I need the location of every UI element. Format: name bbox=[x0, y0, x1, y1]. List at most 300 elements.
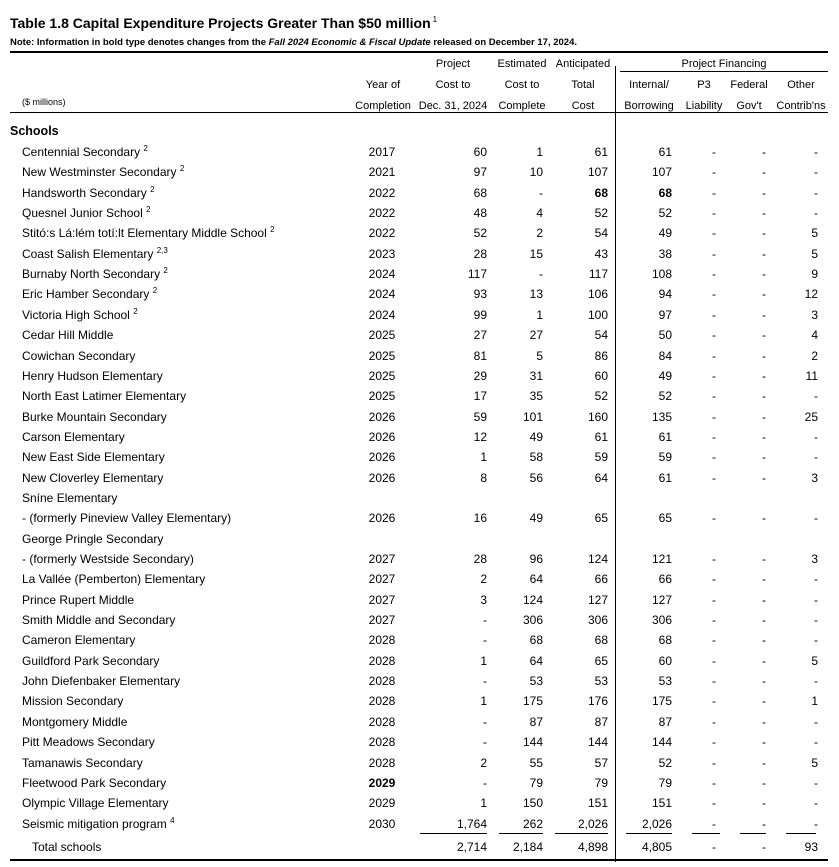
cell-p3: - bbox=[712, 653, 716, 668]
cell-p3: - bbox=[712, 348, 716, 363]
footnote-ref: 2 bbox=[146, 205, 151, 215]
cell-cost: 1 bbox=[480, 450, 487, 465]
project-name: Cedar Hill Middle bbox=[22, 328, 114, 343]
cell-est: 5 bbox=[536, 348, 543, 363]
cell-total: 106 bbox=[587, 287, 608, 302]
cell-total: 43 bbox=[594, 246, 608, 261]
cell-year: 2027 bbox=[368, 613, 396, 628]
cell-year: 2024 bbox=[368, 307, 396, 322]
cell-p3: - bbox=[712, 796, 716, 811]
cell-cost: - bbox=[483, 613, 487, 628]
cell-other: 9 bbox=[811, 267, 818, 282]
table-note: Note: Information in bold type denotes changes from the Fall 2024 Economic & Fiscal Update released on December 17, 2024. bbox=[10, 37, 577, 48]
row-label bbox=[22, 469, 352, 487]
cell-cost: 99 bbox=[473, 307, 487, 322]
cell-cost: 12 bbox=[473, 429, 487, 444]
table-row bbox=[0, 265, 839, 283]
cell-total: 2,026 bbox=[577, 816, 608, 831]
row-label bbox=[22, 326, 352, 344]
cell-est: 1 bbox=[536, 307, 543, 322]
cell-cost: 1 bbox=[480, 653, 487, 668]
cell-internal: 68 bbox=[658, 633, 672, 648]
cell-federal: - bbox=[762, 409, 766, 424]
cell-cost: 3 bbox=[480, 592, 487, 607]
cell-federal: - bbox=[762, 429, 766, 444]
cell-year: 2028 bbox=[368, 714, 396, 729]
cell-other: - bbox=[814, 206, 818, 221]
row-label bbox=[22, 509, 352, 527]
subtotal-rule bbox=[555, 833, 608, 834]
cell-cost: 1,764 bbox=[456, 816, 487, 831]
cell-cost: 68 bbox=[473, 185, 487, 200]
cell-other: - bbox=[814, 429, 818, 444]
row-label bbox=[22, 285, 352, 303]
cell-cost: 60 bbox=[473, 145, 487, 159]
cell-year: 2030 bbox=[368, 816, 396, 831]
cell-internal: 61 bbox=[658, 429, 672, 444]
cell-federal: - bbox=[762, 633, 766, 648]
table-row bbox=[0, 387, 839, 405]
cell-cost: 1 bbox=[480, 796, 487, 811]
cell-cost: - bbox=[483, 775, 487, 790]
row-label bbox=[22, 184, 352, 202]
cell-p3: - bbox=[712, 328, 716, 343]
row-label bbox=[32, 838, 352, 856]
total-total: 4,898 bbox=[577, 839, 608, 854]
table-row bbox=[0, 815, 839, 833]
cell-cost: 16 bbox=[473, 511, 487, 526]
cell-internal: 87 bbox=[658, 714, 672, 729]
cell-other: 5 bbox=[811, 653, 818, 668]
table-row bbox=[0, 204, 839, 222]
row-label bbox=[22, 672, 352, 690]
cell-est: 31 bbox=[529, 368, 543, 383]
cell-other: 2 bbox=[811, 348, 818, 363]
cell-year: 2017 bbox=[368, 145, 396, 159]
header-bottom-rule bbox=[10, 112, 828, 113]
cell-total: 59 bbox=[594, 450, 608, 465]
cell-other: 12 bbox=[804, 287, 818, 302]
cell-est: 2 bbox=[536, 226, 543, 241]
table-row bbox=[0, 652, 839, 670]
cell-federal: - bbox=[762, 246, 766, 261]
cell-internal: 175 bbox=[651, 694, 672, 709]
cell-federal: - bbox=[762, 165, 766, 180]
cell-est: 27 bbox=[529, 328, 543, 343]
cell-est: 49 bbox=[529, 511, 543, 526]
project-name: Pitt Meadows Secondary bbox=[22, 735, 155, 750]
cell-year: 2025 bbox=[368, 389, 396, 404]
cell-total: 144 bbox=[587, 735, 608, 750]
cell-est: 306 bbox=[522, 613, 543, 628]
project-name: Burke Mountain Secondary bbox=[22, 409, 167, 424]
cell-federal: - bbox=[762, 714, 766, 729]
cell-p3: - bbox=[712, 552, 716, 566]
cell-total: 87 bbox=[594, 714, 608, 729]
cell-federal: - bbox=[762, 674, 766, 689]
cell-est: - bbox=[539, 185, 543, 200]
cell-other: - bbox=[814, 165, 818, 180]
row-label bbox=[22, 815, 352, 833]
cell-cost: - bbox=[483, 633, 487, 648]
cell-cost: - bbox=[483, 674, 487, 689]
cell-internal: 94 bbox=[658, 287, 672, 302]
cell-federal: - bbox=[762, 613, 766, 628]
row-label bbox=[22, 367, 352, 385]
row-label bbox=[22, 224, 352, 242]
cell-cost: 81 bbox=[473, 348, 487, 363]
table-title: Table 1.8 Capital Expenditure Projects Greater Than $50 million $^1$ bbox=[10, 15, 438, 31]
cell-est: 144 bbox=[522, 735, 543, 750]
cell-other: - bbox=[814, 450, 818, 465]
cell-p3: - bbox=[712, 389, 716, 404]
cell-year: 2021 bbox=[368, 165, 396, 180]
table-row bbox=[0, 591, 839, 609]
cell-est: 10 bbox=[529, 165, 543, 180]
project-name: Smith Middle and Secondary bbox=[22, 613, 176, 628]
row-label bbox=[22, 611, 352, 629]
cell-total: 100 bbox=[587, 307, 608, 322]
cell-other: - bbox=[814, 389, 818, 404]
project-name: Mission Secondary bbox=[22, 694, 124, 709]
financing-rule bbox=[620, 71, 828, 72]
project-name: John Diefenbaker Elementary bbox=[22, 674, 181, 689]
cell-other: 5 bbox=[811, 246, 818, 261]
row-label-line: George Pringle Secondary bbox=[22, 531, 164, 546]
footnote-ref: 1 bbox=[432, 15, 438, 25]
cell-year: 2022 bbox=[368, 185, 396, 200]
cell-total: 86 bbox=[594, 348, 608, 363]
cell-total: 79 bbox=[594, 775, 608, 790]
cell-est: 53 bbox=[529, 674, 543, 689]
subtotal-rule bbox=[420, 833, 487, 834]
table-row bbox=[0, 754, 839, 772]
total-cost: 2,714 bbox=[456, 839, 487, 854]
cell-other: 4 bbox=[811, 328, 818, 343]
cell-p3: - bbox=[712, 511, 716, 526]
row-label bbox=[22, 306, 352, 324]
units-label: ($ millions) bbox=[22, 97, 66, 107]
cell-total: 57 bbox=[594, 755, 608, 770]
row-label bbox=[22, 204, 352, 222]
table-row bbox=[0, 163, 839, 181]
cell-internal: 49 bbox=[658, 226, 672, 241]
cell-cost: 59 bbox=[473, 409, 487, 424]
cell-total: 61 bbox=[594, 145, 608, 159]
cell-total: 60 bbox=[594, 368, 608, 383]
cell-total: 151 bbox=[587, 796, 608, 811]
cell-cost: 117 bbox=[467, 267, 487, 282]
cell-est: 79 bbox=[529, 775, 543, 790]
cell-federal: - bbox=[762, 348, 766, 363]
cell-cost: 2 bbox=[480, 755, 487, 770]
header-internal-borrowing: Internal/ Borrowing bbox=[624, 79, 674, 112]
total-row bbox=[0, 838, 839, 856]
cell-est: 49 bbox=[529, 429, 543, 444]
cell-total: 61 bbox=[594, 429, 608, 444]
section-heading-schools: Schools bbox=[10, 124, 59, 138]
table-row bbox=[0, 428, 839, 446]
cell-total: 53 bbox=[594, 674, 608, 689]
cell-p3: - bbox=[712, 267, 716, 282]
cell-p3: - bbox=[712, 816, 716, 831]
cell-cost: - bbox=[483, 735, 487, 750]
cell-cost: 93 bbox=[473, 287, 487, 302]
cell-federal: - bbox=[762, 389, 766, 404]
table-row bbox=[0, 713, 839, 731]
project-name: New East Side Elementary bbox=[22, 450, 165, 465]
row-label bbox=[22, 428, 352, 446]
project-name: La Vallée (Pemberton) Elementary bbox=[22, 572, 206, 587]
header-anticipated-total: Anticipated Total Cost bbox=[555, 58, 611, 112]
table-row bbox=[0, 570, 839, 588]
cell-year: 2024 bbox=[368, 267, 396, 282]
project-name: Prince Rupert Middle bbox=[22, 592, 135, 607]
project-name: Henry Hudson Elementary bbox=[22, 368, 163, 383]
cell-year: 2028 bbox=[368, 653, 396, 668]
table-row bbox=[0, 367, 839, 385]
cell-p3: - bbox=[712, 165, 716, 180]
cell-est: 64 bbox=[529, 572, 543, 587]
cell-total: 54 bbox=[594, 226, 608, 241]
cell-est: 68 bbox=[529, 633, 543, 648]
cell-federal: - bbox=[762, 735, 766, 750]
project-name: Eric Hamber Secondary $^2$ bbox=[22, 286, 158, 302]
cell-internal: 49 bbox=[658, 368, 672, 383]
cell-internal: 65 bbox=[658, 511, 672, 526]
cell-year: 2026 bbox=[368, 470, 396, 485]
cell-federal: - bbox=[762, 328, 766, 343]
cell-total: 64 bbox=[594, 470, 608, 485]
row-label bbox=[22, 143, 352, 161]
header-project-financing: Project Financing bbox=[681, 58, 767, 70]
cell-internal: 66 bbox=[658, 572, 672, 587]
cell-federal: - bbox=[762, 511, 766, 526]
cell-cost: 52 bbox=[473, 226, 487, 241]
cell-total: 52 bbox=[594, 206, 608, 221]
cell-cost: 27 bbox=[473, 328, 487, 343]
cell-internal: 53 bbox=[658, 674, 672, 689]
row-label bbox=[22, 591, 352, 609]
project-name: Cameron Elementary bbox=[22, 633, 136, 648]
table-row bbox=[0, 469, 839, 487]
cell-year: 2028 bbox=[368, 674, 396, 689]
cell-p3: - bbox=[712, 775, 716, 790]
cell-p3: - bbox=[712, 368, 716, 383]
header-year-of-completion: Year of Completion bbox=[355, 79, 411, 112]
cell-federal: - bbox=[762, 226, 766, 241]
subtotal-rule bbox=[786, 833, 816, 834]
table-row bbox=[0, 631, 839, 649]
cell-internal: 59 bbox=[658, 450, 672, 465]
cell-cost: - bbox=[483, 714, 487, 729]
cell-total: 176 bbox=[587, 694, 608, 709]
row-label-line: Sníne Elementary bbox=[22, 490, 118, 505]
footnote-ref: 2 bbox=[133, 306, 138, 316]
table-row bbox=[0, 672, 839, 690]
cell-other: - bbox=[814, 674, 818, 689]
cell-p3: - bbox=[712, 470, 716, 485]
row-label bbox=[22, 448, 352, 466]
cell-p3: - bbox=[712, 287, 716, 302]
cell-federal: - bbox=[762, 796, 766, 811]
table-row bbox=[0, 224, 839, 242]
cell-federal: - bbox=[762, 368, 766, 383]
cell-total: 117 bbox=[588, 267, 608, 282]
cell-est: - bbox=[539, 267, 543, 282]
cell-p3: - bbox=[712, 735, 716, 750]
cell-est: 262 bbox=[522, 816, 543, 831]
row-label bbox=[22, 754, 352, 772]
project-name: Olympic Village Elementary bbox=[22, 796, 169, 811]
total-federal: - bbox=[762, 839, 766, 854]
project-name: Carson Elementary bbox=[22, 429, 125, 444]
cell-other: 5 bbox=[811, 226, 818, 241]
project-name: Coast Salish Elementary $^{2,3}$ bbox=[22, 245, 168, 261]
cell-year: 2026 bbox=[368, 429, 396, 444]
cell-internal: 2,026 bbox=[641, 816, 672, 831]
cell-year: 2025 bbox=[368, 328, 396, 343]
cell-cost: 1 bbox=[480, 694, 487, 709]
cell-year: 2026 bbox=[368, 409, 396, 424]
cell-total: 52 bbox=[594, 389, 608, 404]
cell-year: 2022 bbox=[368, 226, 396, 241]
table-row bbox=[0, 774, 839, 792]
cell-est: 4 bbox=[536, 206, 543, 221]
cell-cost: 17 bbox=[473, 389, 487, 404]
project-name: Victoria High School $^2$ bbox=[22, 306, 138, 322]
project-name: Fleetwood Park Secondary bbox=[22, 775, 167, 790]
row-label bbox=[22, 774, 352, 792]
subtotal-rule bbox=[626, 833, 672, 834]
project-name: North East Latimer Elementary bbox=[22, 389, 187, 404]
cell-year: 2029 bbox=[368, 796, 396, 811]
cell-federal: - bbox=[762, 653, 766, 668]
cell-total: 65 bbox=[594, 653, 608, 668]
cell-p3: - bbox=[712, 450, 716, 465]
cell-year: 2028 bbox=[368, 755, 396, 770]
top-rule bbox=[10, 51, 828, 53]
table-row bbox=[0, 245, 839, 263]
cell-federal: - bbox=[762, 755, 766, 770]
row-label bbox=[22, 550, 352, 568]
cell-cost: 2 bbox=[480, 572, 487, 587]
cell-est: 64 bbox=[529, 653, 543, 668]
cell-cost: 97 bbox=[473, 165, 487, 180]
cell-federal: - bbox=[762, 816, 766, 831]
cell-other: 25 bbox=[804, 409, 818, 424]
cell-est: 96 bbox=[529, 552, 543, 566]
bottom-rule bbox=[10, 859, 828, 861]
cell-p3: - bbox=[712, 429, 716, 444]
row-label bbox=[22, 387, 352, 405]
cell-total: 68 bbox=[594, 633, 608, 648]
table-row bbox=[0, 550, 839, 568]
row-label bbox=[22, 265, 352, 283]
cell-total: 66 bbox=[594, 572, 608, 587]
cell-cost: 48 bbox=[473, 206, 487, 221]
cell-other: - bbox=[814, 592, 818, 607]
project-name: Burnaby North Secondary $^2$ bbox=[22, 266, 168, 282]
cell-year: 2023 bbox=[368, 246, 396, 261]
cell-est: 15 bbox=[529, 246, 543, 261]
cell-federal: - bbox=[762, 775, 766, 790]
cell-internal: 151 bbox=[651, 796, 672, 811]
table-row bbox=[0, 794, 839, 812]
table-row bbox=[0, 408, 839, 426]
cell-p3: - bbox=[712, 145, 716, 159]
table-row bbox=[0, 733, 839, 751]
cell-internal: 60 bbox=[658, 653, 672, 668]
cell-est: 175 bbox=[522, 694, 543, 709]
cell-year: 2028 bbox=[368, 735, 396, 750]
row-label bbox=[22, 631, 352, 649]
subtotal-rule bbox=[740, 833, 766, 834]
footnote-ref: 2 bbox=[163, 266, 168, 276]
cell-year: 2026 bbox=[368, 511, 396, 526]
cell-p3: - bbox=[712, 409, 716, 424]
cell-internal: 61 bbox=[658, 470, 672, 485]
cell-p3: - bbox=[712, 694, 716, 709]
row-label bbox=[22, 652, 352, 670]
cell-total: 54 bbox=[594, 328, 608, 343]
cell-internal: 121 bbox=[651, 552, 672, 566]
cell-internal: 107 bbox=[651, 165, 672, 180]
project-name: Stitó:s Lá:lém totí:lt Elementary Middle School $^2$ bbox=[22, 225, 275, 241]
cell-cost: 8 bbox=[480, 470, 487, 485]
total-est: 2,184 bbox=[512, 839, 543, 854]
project-name: - (formerly Pineview Valley Elementary) bbox=[22, 511, 232, 526]
cell-other: 11 bbox=[805, 368, 818, 383]
row-label bbox=[22, 163, 352, 181]
cell-internal: 127 bbox=[651, 592, 672, 607]
cell-federal: - bbox=[762, 572, 766, 587]
cell-other: - bbox=[814, 796, 818, 811]
cell-federal: - bbox=[762, 450, 766, 465]
row-label bbox=[22, 245, 352, 263]
cell-year: 2024 bbox=[368, 287, 396, 302]
cell-other: - bbox=[814, 735, 818, 750]
row-label bbox=[22, 570, 352, 588]
table-row bbox=[0, 306, 839, 324]
cell-p3: - bbox=[712, 714, 716, 729]
cell-p3: - bbox=[712, 613, 716, 628]
footnote-ref: 2 bbox=[152, 286, 158, 296]
cell-p3: - bbox=[712, 206, 716, 221]
footnote-ref: 2,3 bbox=[156, 245, 168, 255]
cell-federal: - bbox=[762, 287, 766, 302]
cell-other: 3 bbox=[811, 307, 818, 322]
cell-internal: 50 bbox=[658, 328, 672, 343]
header-project-cost: Project Cost to Dec. 31, 2024 bbox=[418, 58, 488, 112]
cell-est: 87 bbox=[529, 714, 543, 729]
cell-year: 2022 bbox=[368, 206, 396, 221]
cell-other: - bbox=[814, 145, 818, 159]
footnote-ref: 4 bbox=[170, 815, 175, 825]
cell-cost: 28 bbox=[473, 246, 487, 261]
cell-other: 1 bbox=[811, 694, 818, 709]
cell-internal: 108 bbox=[651, 267, 672, 282]
cell-p3: - bbox=[712, 633, 716, 648]
project-name: Cowichan Secondary bbox=[22, 348, 136, 363]
project-name: Seismic mitigation program $^4$ bbox=[22, 815, 175, 831]
cell-internal: 135 bbox=[651, 409, 672, 424]
project-name: - (formerly Westside Secondary) bbox=[22, 552, 194, 566]
row-label bbox=[22, 692, 352, 710]
cell-other: - bbox=[814, 714, 818, 729]
header-other-contributions: Other Contrib'ns bbox=[776, 79, 826, 112]
total-label: Total schools bbox=[32, 839, 102, 854]
